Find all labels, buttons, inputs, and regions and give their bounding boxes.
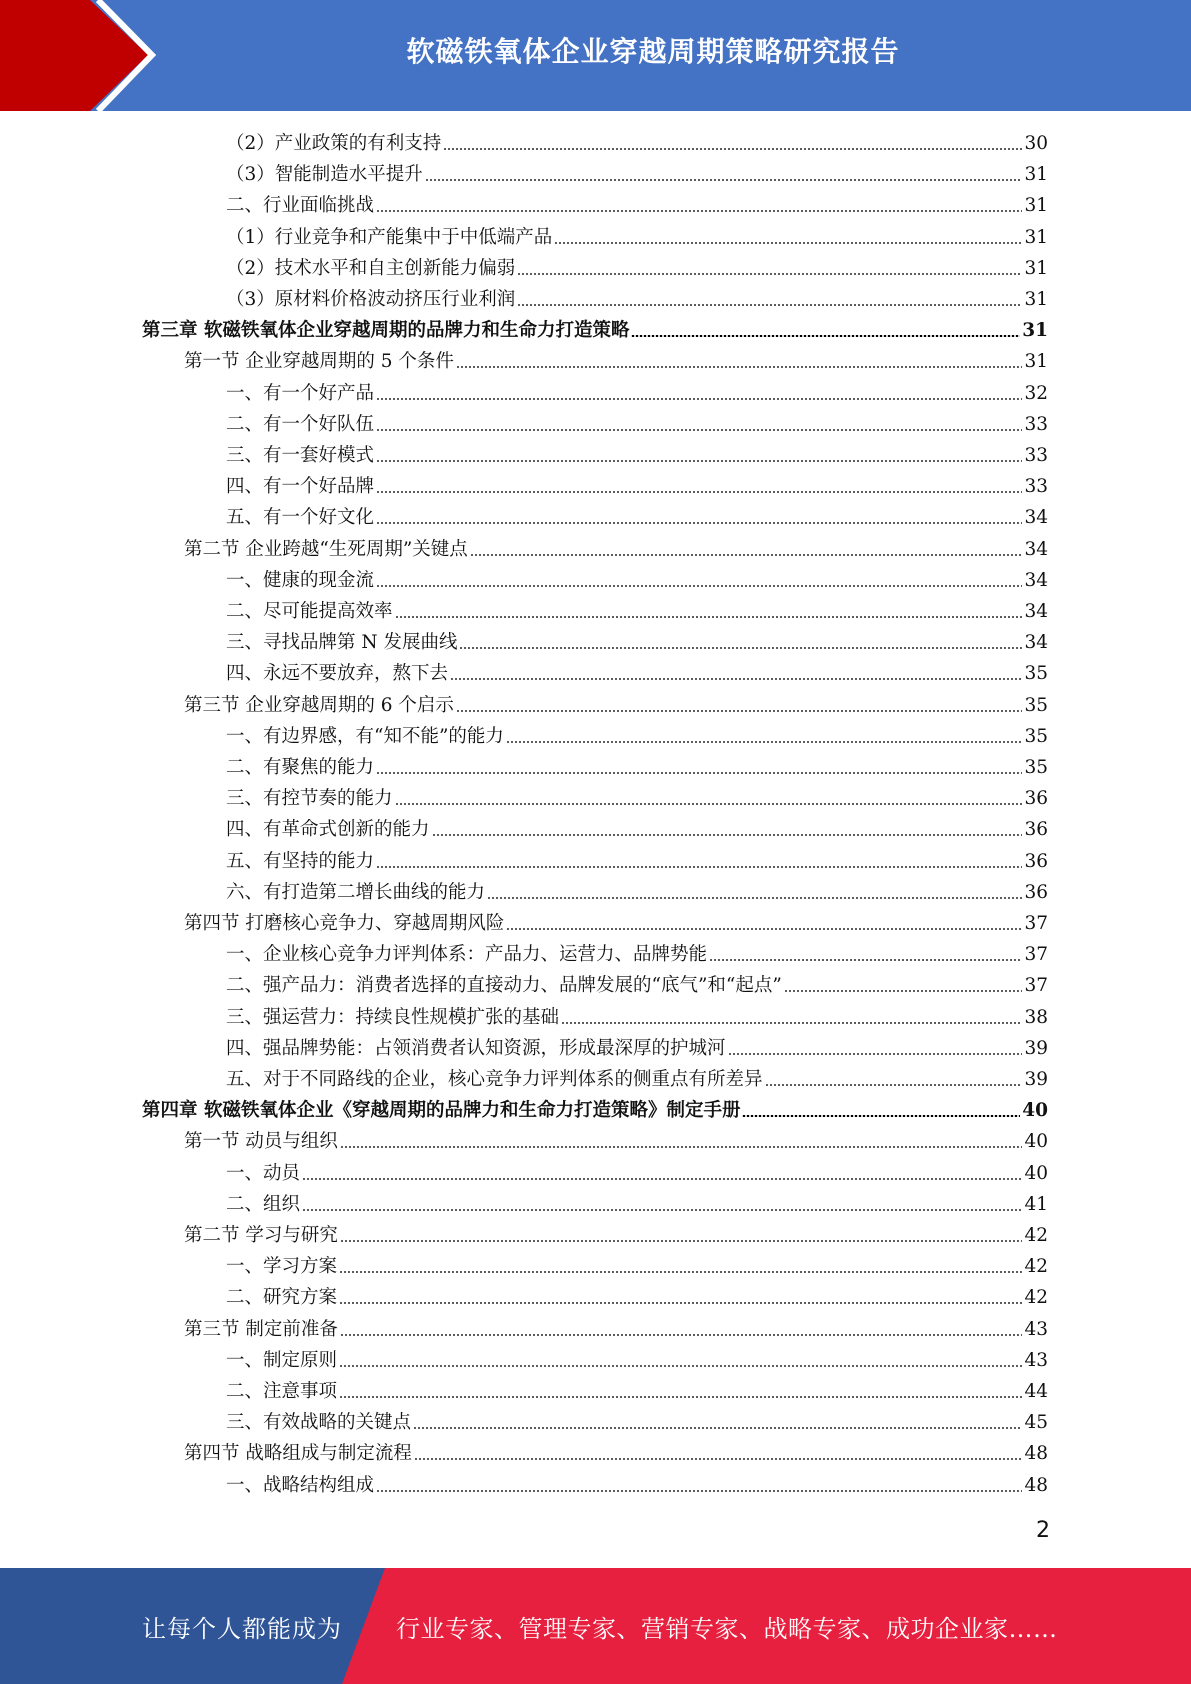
toc-entry-label: 二、强产品力：消费者选择的直接动力、品牌发展的“底气”和“起点”	[226, 975, 782, 997]
toc-entry-label: 二、有聚焦的能力	[226, 757, 375, 778]
toc-entry-label: 二、行业面临挑战	[226, 195, 375, 217]
toc-dot-leader	[340, 1240, 1023, 1242]
toc-entry-label: 二、组织	[226, 1193, 301, 1215]
toc-item-entry[interactable]	[226, 971, 1048, 1001]
toc-dot-leader	[456, 366, 1023, 368]
toc-item-entry[interactable]	[226, 784, 1048, 814]
toc-item-entry[interactable]	[226, 1159, 1048, 1189]
toc-entry-label: 第二节 学习与研究	[184, 1225, 338, 1246]
footer-slogan-right: 行业专家、管理专家、营销专家、战略专家、成功企业家……	[396, 1614, 1058, 1643]
toc-item-entry[interactable]	[226, 597, 1048, 627]
toc-entry-page: 36	[1024, 850, 1048, 872]
toc-dot-leader	[395, 803, 1023, 805]
toc-entry-label: 二、有一个好队伍	[226, 413, 375, 435]
toc-item-entry[interactable]	[226, 503, 1048, 533]
toc-item-entry[interactable]	[226, 753, 1048, 783]
toc-entry-label: 五、有坚持的能力	[226, 850, 375, 872]
toc-entry-label: 第二节 企业跨越“生死周期”关键点	[184, 538, 468, 560]
toc-entry-page: 32	[1024, 382, 1048, 404]
red-arrow-shape	[0, 0, 148, 111]
toc-item-entry[interactable]	[226, 441, 1048, 471]
toc-entry-label: 第一节 企业穿越周期的 5 个条件	[184, 351, 454, 373]
toc-entry-label: 一、制定原则	[226, 1349, 338, 1371]
toc-entry-label: 二、研究方案	[226, 1287, 338, 1309]
toc-item-entry[interactable]	[226, 815, 1048, 845]
toc-entry-label: （1）行业竞争和产能集中于中低端产品	[226, 226, 553, 248]
toc-chapter-entry[interactable]	[142, 1096, 1048, 1126]
toc-entry-label: 第四节 打磨核心竞争力、穿越周期风险	[184, 913, 505, 934]
toc-entry-label: 三、强运营力：持续良性规模扩张的基础	[226, 1006, 560, 1028]
toc-item-entry[interactable]	[226, 191, 1048, 221]
toc-dot-leader	[631, 335, 1020, 337]
footer-slogan-left: 让每个人都能成为	[142, 1614, 342, 1643]
toc-entry-page: 42	[1024, 1256, 1048, 1278]
toc-entry-page: 31	[1024, 226, 1048, 248]
toc-entry-page: 35	[1024, 663, 1048, 685]
toc-entry-page: 34	[1024, 569, 1048, 591]
toc-section-entry[interactable]	[184, 1127, 1048, 1157]
toc-entry-page: 31	[1024, 164, 1048, 186]
toc-section-entry[interactable]	[184, 535, 1048, 565]
toc-entry-label: 一、学习方案	[226, 1256, 338, 1278]
toc-dot-leader	[413, 1427, 1022, 1429]
toc-entry-label: 四、强品牌势能：占领消费者认知资源，形成最深厚的护城河	[226, 1037, 726, 1059]
toc-item-entry[interactable]	[226, 878, 1048, 908]
toc-entry-page: 43	[1024, 1318, 1048, 1340]
toc-item-entry[interactable]	[226, 1034, 1048, 1064]
toc-item-entry[interactable]	[226, 379, 1048, 409]
toc-dot-leader	[517, 273, 1022, 275]
toc-entry-label: 五、对于不同路线的企业，核心竞争力评判体系的侧重点有所差异	[226, 1069, 763, 1090]
toc-dot-leader	[376, 398, 1022, 400]
toc-item-entry[interactable]	[226, 722, 1048, 752]
toc-dot-leader	[709, 959, 1022, 961]
toc-entry-label: 四、有革命式创新的能力	[226, 819, 430, 841]
toc-entry-page: 31	[1024, 351, 1048, 373]
toc-dot-leader	[339, 1396, 1022, 1398]
toc-entry-label: 二、尽可能提高效率	[226, 601, 393, 622]
toc-item-entry[interactable]	[226, 1346, 1048, 1376]
toc-item-entry[interactable]	[226, 1408, 1048, 1438]
toc-entry-label: 一、有边界感，有“知不能”的能力	[226, 725, 504, 747]
toc-dot-leader	[340, 1334, 1023, 1336]
toc-entry-page: 44	[1024, 1381, 1048, 1402]
toc-entry-page: 45	[1024, 1412, 1048, 1434]
toc-item-entry[interactable]	[226, 1065, 1048, 1095]
toc-entry-page: 35	[1024, 757, 1048, 778]
toc-entry-page: 38	[1024, 1006, 1048, 1028]
toc-entry-label: （2）产业政策的有利支持	[226, 133, 442, 154]
toc-entry-label: 三、有控节奏的能力	[226, 788, 393, 810]
toc-entry-page: 37	[1024, 913, 1048, 934]
toc-dot-leader	[450, 678, 1022, 680]
toc-dot-leader	[340, 1146, 1023, 1148]
toc-dot-leader	[376, 522, 1022, 524]
toc-entry-page: 48	[1024, 1443, 1048, 1465]
toc-entry-label: 三、寻找品牌第 N 发展曲线	[226, 632, 458, 654]
toc-item-entry[interactable]	[226, 1252, 1048, 1282]
toc-entry-page: 36	[1024, 819, 1048, 841]
toc-item-entry[interactable]	[226, 223, 1048, 253]
toc-item-entry[interactable]	[226, 1377, 1048, 1407]
toc-dot-leader	[459, 647, 1022, 649]
toc-item-entry[interactable]	[226, 410, 1048, 440]
toc-entry-page: 42	[1024, 1225, 1048, 1246]
document-title: 软磁铁氧体企业穿越周期策略研究报告	[406, 35, 900, 68]
toc-item-entry[interactable]	[226, 160, 1048, 190]
toc-item-entry[interactable]	[226, 129, 1048, 159]
toc-entry-page: 39	[1024, 1069, 1048, 1090]
toc-dot-leader	[456, 710, 1023, 712]
toc-dot-leader	[470, 554, 1023, 556]
toc-item-entry[interactable]	[226, 1003, 1048, 1033]
toc-section-entry[interactable]	[184, 1315, 1048, 1345]
toc-entry-label: 一、动员	[226, 1162, 301, 1184]
toc-dot-leader	[376, 429, 1022, 431]
toc-entry-label: 一、有一个好产品	[226, 382, 375, 404]
toc-dot-leader	[376, 460, 1022, 462]
toc-section-entry[interactable]	[184, 691, 1048, 721]
toc-entry-page: 31	[1024, 289, 1048, 310]
toc-entry-label: 一、企业核心竞争力评判体系：产品力、运营力、品牌势能	[226, 944, 708, 966]
header-banner	[0, 0, 1191, 111]
toc-dot-leader	[517, 304, 1022, 306]
toc-item-entry[interactable]	[226, 628, 1048, 658]
toc-entry-page: 40	[1022, 1100, 1048, 1122]
toc-item-entry[interactable]	[226, 659, 1048, 689]
toc-dot-leader	[425, 179, 1023, 181]
toc-entry-page: 35	[1024, 725, 1048, 747]
toc-dot-leader	[339, 1365, 1022, 1367]
toc-item-entry[interactable]	[226, 472, 1048, 502]
page-number: 2	[1036, 1518, 1050, 1543]
toc-entry-label: 第三章 软磁铁氧体企业穿越周期的品牌力和生命力打造策略	[142, 320, 630, 342]
toc-entry-page: 43	[1024, 1349, 1048, 1371]
toc-entry-label: （3）原材料价格波动挤压行业利润	[226, 289, 516, 310]
toc-dot-leader	[784, 990, 1023, 992]
toc-entry-page: 40	[1024, 1131, 1048, 1153]
toc-dot-leader	[376, 491, 1022, 493]
toc-entry-page: 31	[1022, 320, 1048, 342]
toc-dot-leader	[339, 1302, 1022, 1304]
toc-dot-leader	[765, 1084, 1023, 1086]
toc-entry-label: （3）智能制造水平提升	[226, 164, 423, 186]
toc-entry-label: 三、有一套好模式	[226, 445, 375, 466]
toc-dot-leader	[554, 242, 1022, 244]
toc-dot-leader	[376, 585, 1022, 587]
toc-item-entry[interactable]	[226, 254, 1048, 284]
toc-entry-label: 五、有一个好文化	[226, 507, 375, 529]
toc-dot-leader	[506, 741, 1023, 743]
toc-entry-page: 31	[1024, 195, 1048, 217]
toc-entry-label: 第三节 制定前准备	[184, 1318, 338, 1340]
toc-entry-label: 四、永远不要放弃，熬下去	[226, 663, 449, 685]
toc-item-entry[interactable]	[226, 847, 1048, 877]
toc-entry-page: 37	[1024, 944, 1048, 966]
toc-entry-label: 四、有一个好品牌	[226, 476, 375, 498]
toc-entry-label: 三、有效战略的关键点	[226, 1412, 412, 1434]
toc-item-entry[interactable]	[226, 566, 1048, 596]
toc-entry-page: 42	[1024, 1287, 1048, 1309]
toc-entry-page: 33	[1024, 476, 1048, 498]
toc-entry-page: 34	[1024, 632, 1048, 654]
toc-dot-leader	[376, 1490, 1022, 1492]
toc-entry-page: 33	[1024, 445, 1048, 466]
toc-dot-leader	[339, 1271, 1022, 1273]
toc-entry-page: 31	[1024, 257, 1048, 279]
toc-entry-page: 34	[1024, 538, 1048, 560]
toc-entry-page: 35	[1024, 694, 1048, 716]
toc-section-entry[interactable]	[184, 347, 1048, 377]
toc-item-entry[interactable]	[226, 1190, 1048, 1220]
toc-entry-label: 一、健康的现金流	[226, 569, 375, 591]
toc-entry-page: 34	[1024, 507, 1048, 529]
toc-entry-page: 41	[1024, 1193, 1048, 1215]
toc-entry-label: 第四节 战略组成与制定流程	[184, 1443, 412, 1465]
toc-dot-leader	[432, 834, 1023, 836]
toc-entry-label: 一、战略结构组成	[226, 1474, 375, 1496]
toc-dot-leader	[395, 616, 1023, 618]
footer-banner	[0, 1568, 1191, 1684]
toc-dot-leader	[561, 1022, 1022, 1024]
toc-section-entry[interactable]	[184, 1439, 1048, 1469]
toc-entry-page: 33	[1024, 413, 1048, 435]
toc-entry-label: 第一节 动员与组织	[184, 1131, 338, 1153]
toc-entry-label: 第四章 软磁铁氧体企业《穿越周期的品牌力和生命力打造策略》制定手册	[142, 1100, 741, 1122]
toc-entry-page: 34	[1024, 601, 1048, 622]
toc-entry-label: （2）技术水平和自主创新能力偏弱	[226, 257, 516, 279]
toc-entry-label: 六、有打造第二增长曲线的能力	[226, 881, 486, 903]
toc-item-entry[interactable]	[226, 940, 1048, 970]
toc-dot-leader	[728, 1053, 1023, 1055]
toc-entry-page: 37	[1024, 975, 1048, 997]
toc-dot-leader	[742, 1115, 1020, 1117]
toc-dot-leader	[302, 1178, 1022, 1180]
toc-entry-label: 第三节 企业穿越周期的 6 个启示	[184, 694, 454, 716]
toc-dot-leader	[506, 928, 1022, 930]
toc-dot-leader	[443, 148, 1022, 150]
toc-entry-page: 36	[1024, 881, 1048, 903]
toc-item-entry[interactable]	[226, 1283, 1048, 1313]
toc-entry-label: 二、注意事项	[226, 1381, 338, 1402]
toc-section-entry[interactable]	[184, 909, 1048, 939]
toc-item-entry[interactable]	[226, 1471, 1048, 1501]
toc-dot-leader	[414, 1458, 1023, 1460]
toc-entry-page: 48	[1024, 1474, 1048, 1496]
toc-section-entry[interactable]	[184, 1221, 1048, 1251]
toc-dot-leader	[302, 1209, 1022, 1211]
toc-dot-leader	[376, 772, 1022, 774]
toc-dot-leader	[376, 210, 1022, 212]
toc-dot-leader	[487, 897, 1022, 899]
toc-entry-page: 39	[1024, 1037, 1048, 1059]
toc-entry-page: 36	[1024, 788, 1048, 810]
toc-chapter-entry[interactable]	[142, 316, 1048, 346]
toc-dot-leader	[376, 866, 1022, 868]
toc-entry-page: 40	[1024, 1162, 1048, 1184]
toc-item-entry[interactable]	[226, 285, 1048, 315]
toc-entry-page: 30	[1024, 133, 1048, 154]
